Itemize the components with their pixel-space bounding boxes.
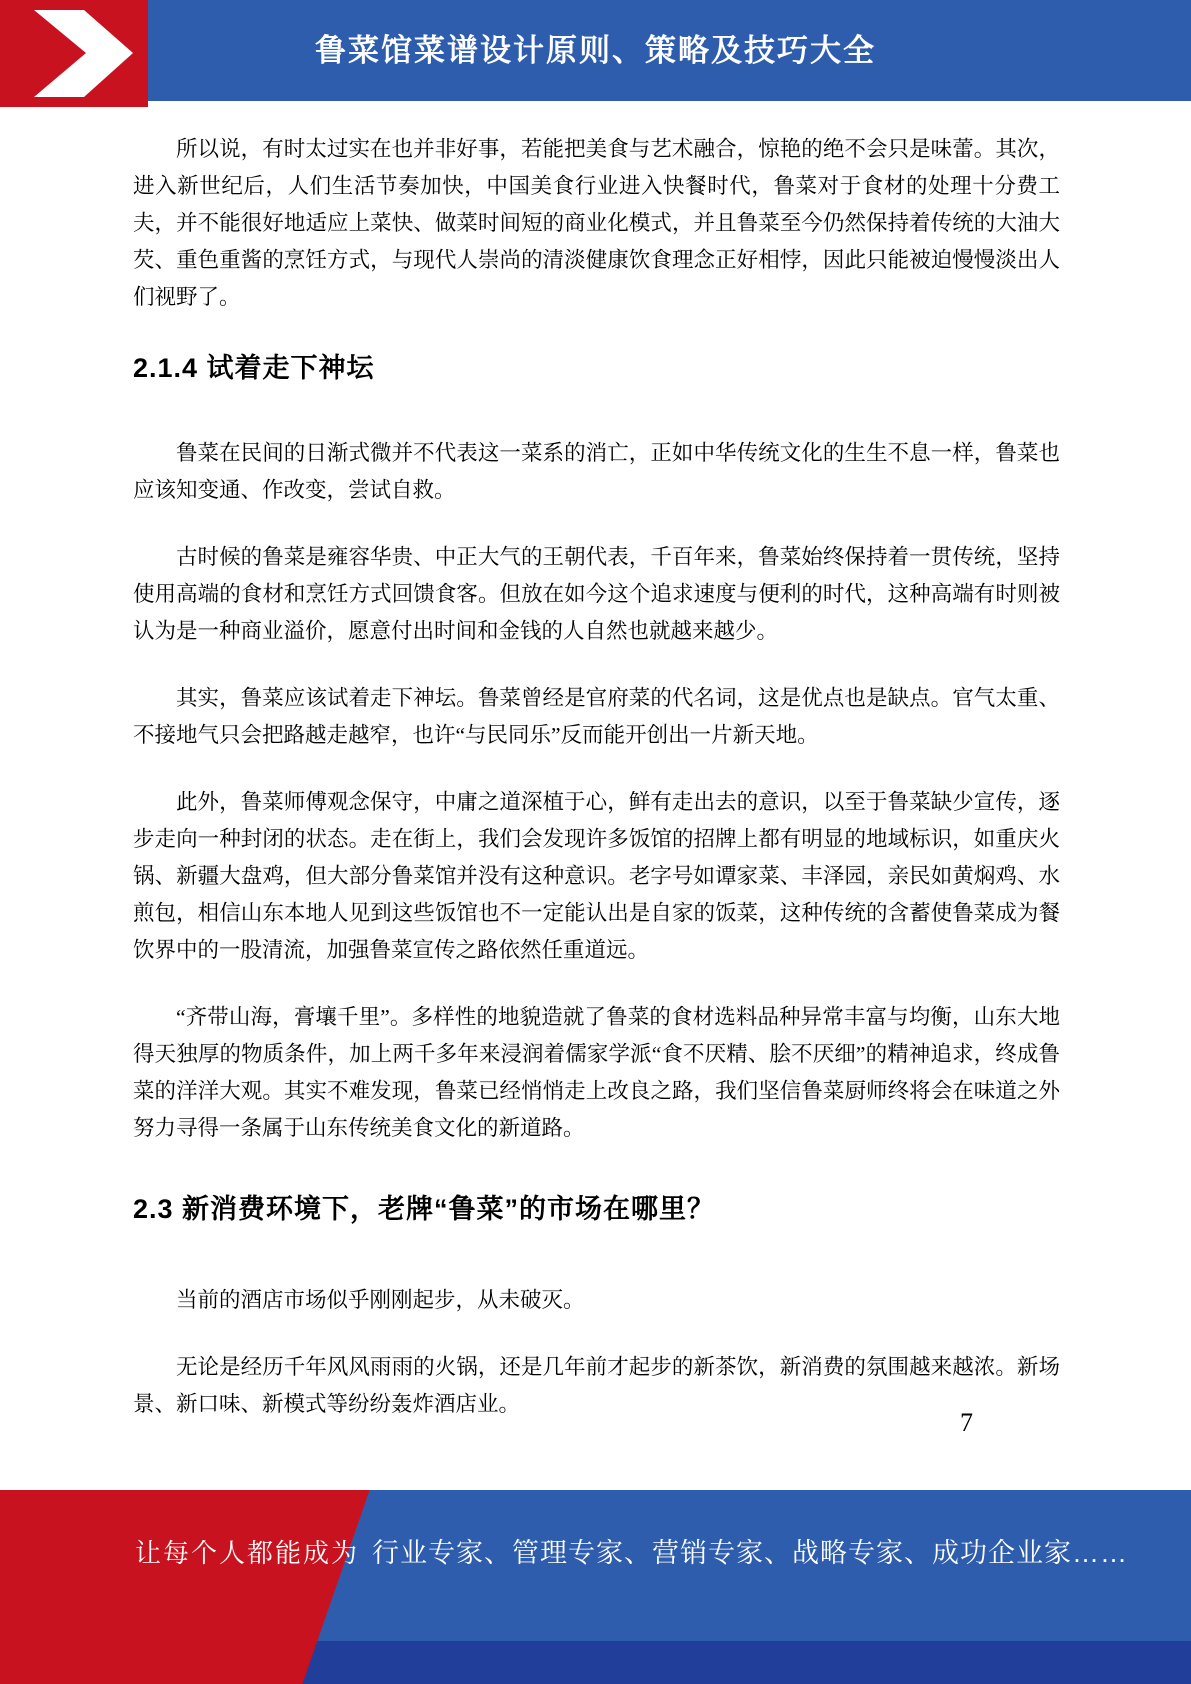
paragraph: 当前的酒店市场似乎刚刚起步，从未破灭。 [176, 1288, 585, 1312]
page-header [0, 0, 1191, 101]
paragraph: “齐带山海，膏壤千里”。多样性的地貌造就了鲁菜的食材选料品种异常丰富与均衡，山东大地得天独厚的物质条件，加上两千多年来浸润着儒家学派“食不厌精、脍不厌细”的精神追求，终成鲁菜的洋洋大观。其实不难发现，鲁菜已经悄悄走上改良之路，我们坚信鲁菜厨师终将会在味道之外努力寻得一条属于山东传统美食文化的新道路。 [133, 1005, 1060, 1140]
document-body [133, 131, 1060, 1453]
paragraph: 其实，鲁菜应该试着走下神坛。鲁菜曾经是官府菜的代名词，这是优点也是缺点。官气太重、不接地气只会把路越走越窄，也许“与民同乐”反而能开创出一片新天地。 [133, 686, 1060, 747]
page-footer [0, 1490, 1191, 1684]
paragraph: 所以说，有时太过实在也并非好事，若能把美食与艺术融合，惊艳的绝不会只是味蕾。其次，进入新世纪后，人们生活节奏加快，中国美食行业进入快餐时代，鲁菜对于食材的处理十分费工夫，并不能很好地适应上菜快、做菜时间短的商业化模式，并且鲁菜至今仍然保持着传统的大油大芡、重色重酱的烹饪方式，与现代人崇尚的清淡健康饮食理念正好相悖，因此只能被迫慢慢淡出人们视野了。 [133, 137, 1060, 309]
document-title: 鲁菜馆菜谱设计原则、策略及技巧大全 [315, 33, 876, 68]
section-heading-2-3: 2.3 新消费环境下，老牌“鲁菜”的市场在哪里？ [133, 1194, 716, 1224]
section-heading-2-1-4: 2.1.4 试着走下神坛 [133, 353, 375, 383]
page-number: 7 [960, 1408, 973, 1437]
paragraph: 此外，鲁菜师傅观念保守，中庸之道深植于心，鲜有走出去的意识，以至于鲁菜缺少宣传，逐步走向一种封闭的状态。走在街上，我们会发现许多饭馆的招牌上都有明显的地域标识，如重庆火锅、新疆大盘鸡，但大部分鲁菜馆并没有这种意识。老字号如谭家菜、丰泽园，亲民如黄焖鸡、水煎包，相信山东本地人见到这些饭馆也不一定能认出是自家的饭菜，这种传统的含蓄使鲁菜成为餐饮界中的一股清流，加强鲁菜宣传之路依然任重道远。 [133, 790, 1060, 962]
paragraph: 鲁菜在民间的日渐式微并不代表这一菜系的消亡，正如中华传统文化的生生不息一样，鲁菜也应该知变通、作改变，尝试自救。 [133, 441, 1060, 502]
paragraph: 无论是经历千年风风雨雨的火锅，还是几年前才起步的新茶饮，新消费的氛围越来越浓。新场景、新口味、新模式等纷纷轰炸酒店业。 [133, 1355, 1060, 1416]
paragraph: 古时候的鲁菜是雍容华贵、中正大气的王朝代表，千百年来，鲁菜始终保持着一贯传统，坚持使用高端的食材和烹饪方式回馈食客。但放在如今这个追求速度与便利的时代，这种高端有时则被认为是一种商业溢价，愿意付出时间和金钱的人自然也就越来越少。 [133, 545, 1060, 643]
footer-slogan: 让每个人都能成为 [135, 1538, 360, 1568]
red-chevron-icon [0, 0, 148, 107]
footer-experts-text: 行业专家、管理专家、营销专家、战略专家、成功企业家…… [372, 1538, 1128, 1568]
